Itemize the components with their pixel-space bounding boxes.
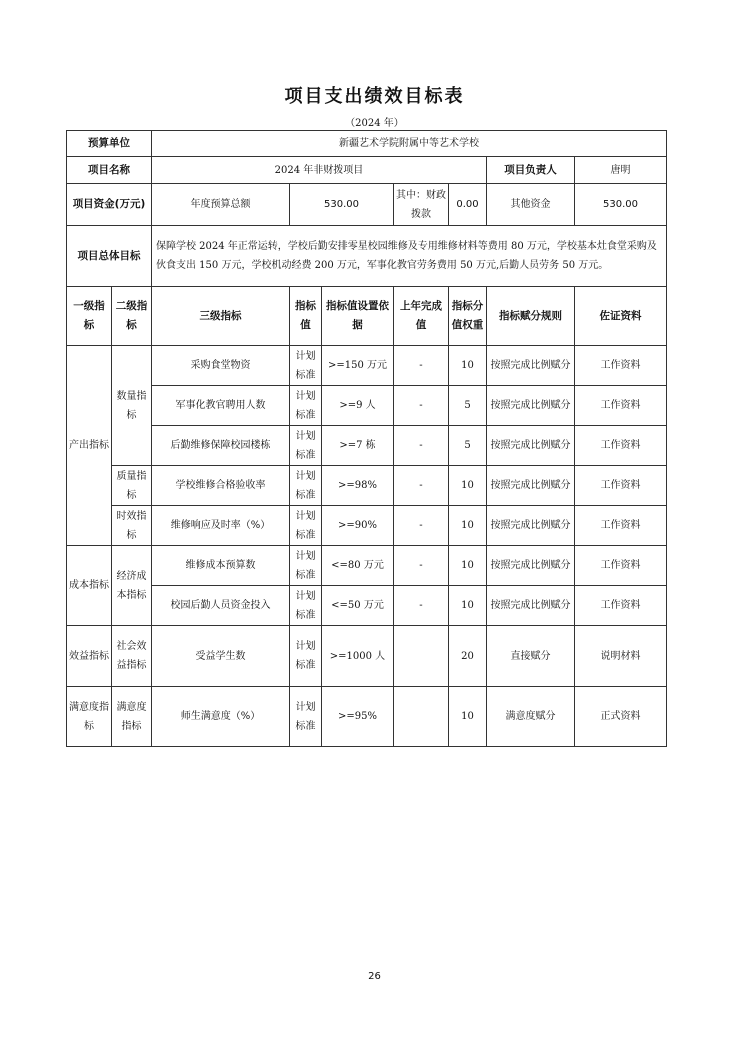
indicator-weight: 10 xyxy=(449,346,487,386)
indicator-rule: 直接赋分 xyxy=(487,626,575,687)
col-weight: 指标分值权重 xyxy=(449,287,487,346)
project-name-label: 项目名称 xyxy=(67,157,152,184)
table-row xyxy=(67,346,667,386)
indicator-basis: >=150 万元 xyxy=(322,346,394,386)
indicator-rule: 按照完成比例赋分 xyxy=(487,346,575,386)
group-quantity: 数量指标 xyxy=(112,346,152,466)
indicator-basis: >=90% xyxy=(322,506,394,546)
header-row-overall-goal xyxy=(67,226,667,287)
indicator-last-year: - xyxy=(394,506,449,546)
annual-budget-label: 年度预算总额 xyxy=(152,184,290,226)
indicator-last-year: - xyxy=(394,466,449,506)
indicator-last-year: - xyxy=(394,346,449,386)
indicator-evidence: 工作资料 xyxy=(575,586,667,626)
col-value: 指标值 xyxy=(290,287,322,346)
col-level1: 一级指标 xyxy=(67,287,112,346)
column-header-row xyxy=(67,287,667,346)
indicator-weight: 5 xyxy=(449,386,487,426)
group-cost: 成本指标 xyxy=(67,546,112,626)
indicator-evidence: 工作资料 xyxy=(575,466,667,506)
page-number: 26 xyxy=(368,971,381,982)
other-funds-value: 530.00 xyxy=(575,184,667,226)
indicator-name: 维修响应及时率（%） xyxy=(152,506,290,546)
indicator-weight: 10 xyxy=(449,687,487,747)
indicator-evidence: 工作资料 xyxy=(575,546,667,586)
indicator-value: 计划标准 xyxy=(290,386,322,426)
indicator-weight: 5 xyxy=(449,426,487,466)
indicator-basis: >=9 人 xyxy=(322,386,394,426)
indicator-name: 后勤维修保障校园楼栋 xyxy=(152,426,290,466)
project-leader-label: 项目负责人 xyxy=(487,157,575,184)
header-row-funds xyxy=(67,184,667,226)
indicator-name: 维修成本预算数 xyxy=(152,546,290,586)
group-timeliness: 时效指标 xyxy=(112,506,152,546)
table-row xyxy=(67,426,667,466)
table-row xyxy=(67,546,667,586)
table-row xyxy=(67,506,667,546)
indicator-last-year xyxy=(394,687,449,747)
other-funds-label: 其他资金 xyxy=(487,184,575,226)
indicator-evidence: 工作资料 xyxy=(575,426,667,466)
project-funds-label: 项目资金(万元) xyxy=(67,184,152,226)
indicator-last-year: - xyxy=(394,386,449,426)
group-benefit: 效益指标 xyxy=(67,626,112,687)
indicator-evidence: 工作资料 xyxy=(575,386,667,426)
performance-target-table xyxy=(66,130,667,747)
table-row xyxy=(67,466,667,506)
indicator-rule: 按照完成比例赋分 xyxy=(487,546,575,586)
table-row xyxy=(67,626,667,687)
indicator-rule: 满意度赋分 xyxy=(487,687,575,747)
indicator-basis: >=98% xyxy=(322,466,394,506)
indicator-basis: <=50 万元 xyxy=(322,586,394,626)
indicator-name: 受益学生数 xyxy=(152,626,290,687)
overall-goal-label: 项目总体目标 xyxy=(67,226,152,287)
indicator-value: 计划标准 xyxy=(290,466,322,506)
annual-budget-value: 530.00 xyxy=(290,184,394,226)
indicator-value: 计划标准 xyxy=(290,506,322,546)
project-leader-value: 唐明 xyxy=(575,157,667,184)
table-row xyxy=(67,687,667,747)
fiscal-allocation-label: 其中：财政拨款 xyxy=(394,184,449,226)
group-quality: 质量指标 xyxy=(112,466,152,506)
col-last-year: 上年完成值 xyxy=(394,287,449,346)
indicator-basis: >=95% xyxy=(322,687,394,747)
indicator-weight: 10 xyxy=(449,586,487,626)
indicator-weight: 10 xyxy=(449,546,487,586)
table-row xyxy=(67,386,667,426)
project-name-value: 2024 年非财拨项目 xyxy=(152,157,487,184)
indicator-value: 计划标准 xyxy=(290,586,322,626)
indicator-rule: 按照完成比例赋分 xyxy=(487,506,575,546)
col-rule: 指标赋分规则 xyxy=(487,287,575,346)
budget-unit-label: 预算单位 xyxy=(67,131,152,157)
indicator-name: 采购食堂物资 xyxy=(152,346,290,386)
indicator-value: 计划标准 xyxy=(290,346,322,386)
fiscal-allocation-value: 0.00 xyxy=(449,184,487,226)
indicator-last-year xyxy=(394,626,449,687)
indicator-name: 军事化教官聘用人数 xyxy=(152,386,290,426)
group-satisfaction: 满意度指标 xyxy=(67,687,112,747)
indicator-basis: >=1000 人 xyxy=(322,626,394,687)
indicator-last-year: - xyxy=(394,546,449,586)
col-evidence: 佐证资料 xyxy=(575,287,667,346)
indicator-last-year: - xyxy=(394,586,449,626)
group-satisfaction-level2: 满意度指标 xyxy=(112,687,152,747)
indicator-last-year: - xyxy=(394,426,449,466)
indicator-rule: 按照完成比例赋分 xyxy=(487,586,575,626)
indicator-evidence: 正式资料 xyxy=(575,687,667,747)
indicator-value: 计划标准 xyxy=(290,426,322,466)
document-year: （2024 年） xyxy=(345,118,404,129)
indicator-evidence: 工作资料 xyxy=(575,506,667,546)
indicator-weight: 20 xyxy=(449,626,487,687)
group-economic-cost: 经济成本指标 xyxy=(112,546,152,626)
indicator-rule: 按照完成比例赋分 xyxy=(487,466,575,506)
indicator-weight: 10 xyxy=(449,466,487,506)
indicator-rule: 按照完成比例赋分 xyxy=(487,386,575,426)
col-level2: 二级指标 xyxy=(112,287,152,346)
col-basis: 指标值设置依据 xyxy=(322,287,394,346)
col-level3: 三级指标 xyxy=(152,287,290,346)
indicator-name: 校园后勤人员资金投入 xyxy=(152,586,290,626)
indicator-name: 学校维修合格验收率 xyxy=(152,466,290,506)
header-row-project-name xyxy=(67,157,667,184)
indicator-basis: <=80 万元 xyxy=(322,546,394,586)
indicator-evidence: 工作资料 xyxy=(575,346,667,386)
indicator-value: 计划标准 xyxy=(290,546,322,586)
indicator-name: 师生满意度（%） xyxy=(152,687,290,747)
header-row-budget-unit xyxy=(67,131,667,157)
budget-unit-value: 新疆艺术学院附属中等艺术学校 xyxy=(152,131,667,157)
group-output: 产出指标 xyxy=(67,346,112,546)
overall-goal-text: 保障学校 2024 年正常运转，学校后勤安排零星校园维修及专用维修材料等费用 80 万元，学校基本灶食堂采购及伙食支出 150 万元，学校机动经费 200 万元，军事化教官劳务费用 50 万元,后勤人员劳务 50 万元。 xyxy=(152,226,667,287)
table-row xyxy=(67,586,667,626)
indicator-rule: 按照完成比例赋分 xyxy=(487,426,575,466)
indicator-evidence: 说明材料 xyxy=(575,626,667,687)
document-title: 项目支出绩效目标表 xyxy=(284,86,465,107)
indicator-weight: 10 xyxy=(449,506,487,546)
group-social-benefit: 社会效益指标 xyxy=(112,626,152,687)
indicator-basis: >=7 栋 xyxy=(322,426,394,466)
indicator-value: 计划标准 xyxy=(290,687,322,747)
indicator-value: 计划标准 xyxy=(290,626,322,687)
